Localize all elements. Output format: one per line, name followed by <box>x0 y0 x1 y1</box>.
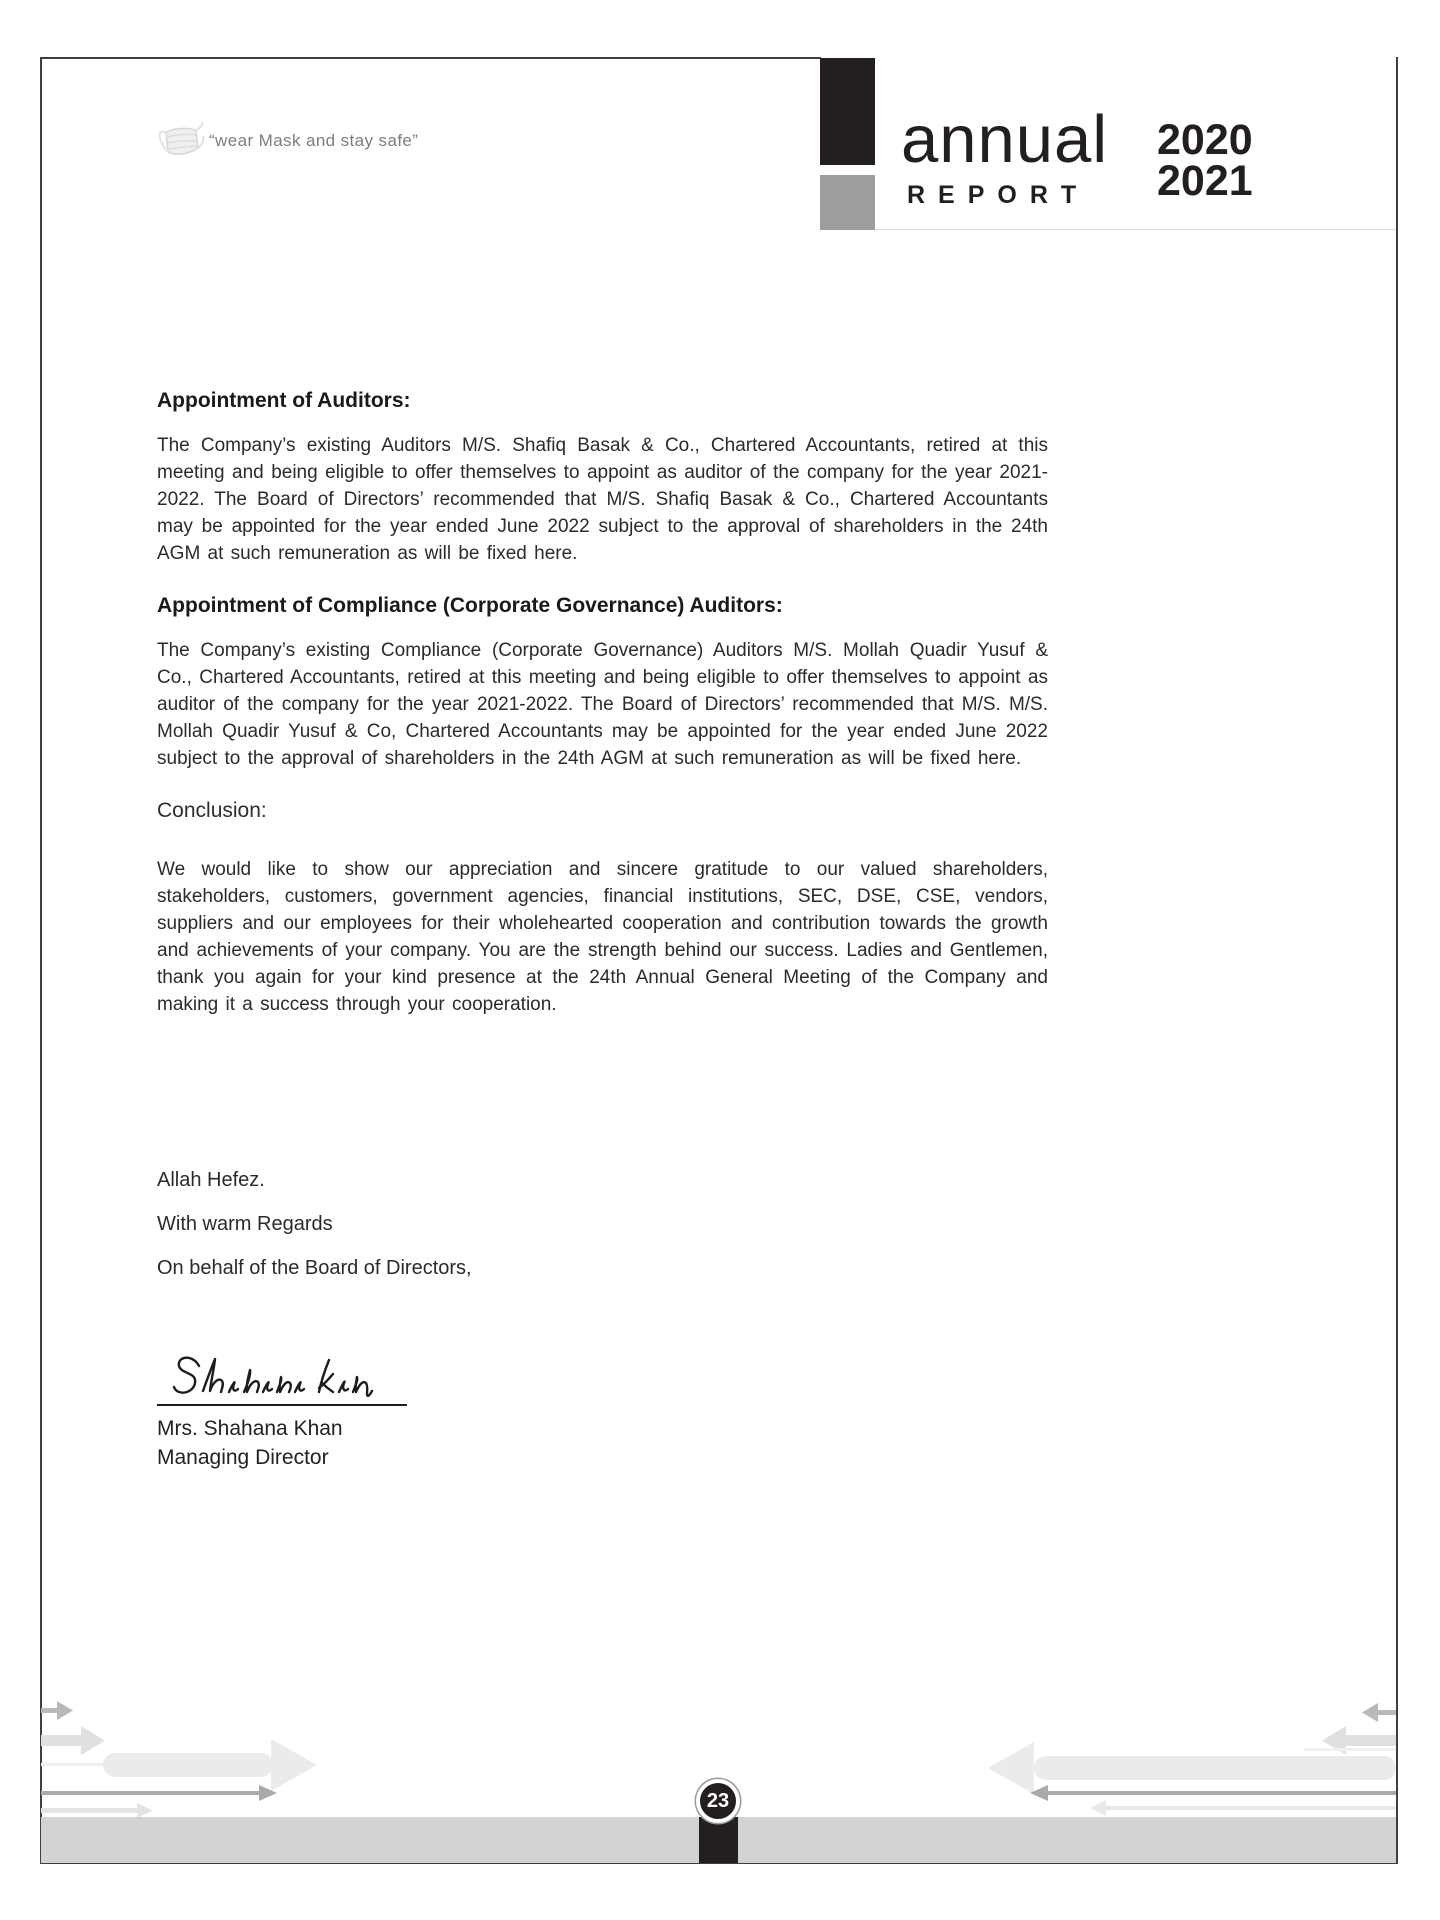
section-body-conclusion: We would like to show our appreciation and sincere gratitude to our valued shareholders, stakeholders, customers, government agencies, financial institutions, SEC, DSE, CSE, vendors, suppliers and our employees for their wholehearted cooperation and contribution towards the growth and achievements of your company. You are the strength behind our success. Ladies and Gentlemen, thank you again for your kind presence at the 24th Annual General Meeting of the Company and making it a success through your cooperation. <box>157 859 1048 1015</box>
mask-note-text: “wear Mask and stay safe” <box>209 131 419 150</box>
logo-gray-bar <box>820 175 875 230</box>
page-number-tab <box>699 1817 738 1863</box>
signoff-line-3: On behalf of the Board of Directors, <box>157 1257 472 1279</box>
section-body-compliance-auditors: The Company’s existing Compliance (Corporate Governance) Auditors M/S. Mollah Quadir Yusuf & Co., Chartered Accountants, retired at this meeting and being eligible to offer themselves to appoint as auditor of the company for the year 2021-2022. The Board of Directors’ recommended that M/S. M/S. Mollah Quadir Yusuf & Co, Chartered Accountants may be appointed for the year ended June 2022 subject to the approval of shareholders in the 24th AGM at such remuneration as will be fixed here. <box>157 640 1048 769</box>
signoff-line-1: Allah Hefez. <box>157 1169 265 1191</box>
page-border-top-line <box>40 57 821 59</box>
section-heading-compliance-auditors: Appointment of Compliance (Corporate Governance) Auditors: <box>157 594 783 617</box>
logo-year-bottom: 2021 <box>1157 157 1253 205</box>
logo-subtitle: REPORT <box>907 181 1090 209</box>
signoff-line-2: With warm Regards <box>157 1213 333 1235</box>
logo-black-bar <box>820 58 875 165</box>
signature-image <box>169 1350 419 1406</box>
signature-block <box>157 1350 577 1472</box>
face-mask-icon <box>156 118 206 164</box>
section-heading-auditors: Appointment of Auditors: <box>157 389 411 412</box>
section-heading-conclusion: Conclusion: <box>157 799 267 822</box>
page-number-badge: 23 <box>696 1779 740 1823</box>
footer-arrows-right-icon <box>976 1698 1396 1818</box>
document-body <box>157 388 1048 1044</box>
logo-title: annual <box>901 102 1109 177</box>
signoff-block <box>157 1168 757 1300</box>
logo-underline <box>821 229 1396 230</box>
signature-rule <box>157 1404 407 1406</box>
logo-years <box>1157 116 1253 205</box>
footer-arrows-left-icon <box>41 1698 461 1818</box>
signatory-name: Mrs. Shahana Khan <box>157 1417 343 1440</box>
section-body-auditors: The Company’s existing Auditors M/S. Shafiq Basak & Co., Chartered Accountants, retired at this meeting and being eligible to offer themselves to appoint as auditor of the company for the year 2021-2022. The Board of Directors’ recommended that M/S. Shafiq Basak & Co., Chartered Accountants may be appointed for the year ended June 2022 subject to the approval of shareholders in the 24th AGM at such remuneration as will be fixed here. <box>157 435 1048 564</box>
signatory-title: Managing Director <box>157 1446 329 1469</box>
logo-year-top: 2020 <box>1157 116 1253 164</box>
mask-note-block <box>156 118 418 164</box>
